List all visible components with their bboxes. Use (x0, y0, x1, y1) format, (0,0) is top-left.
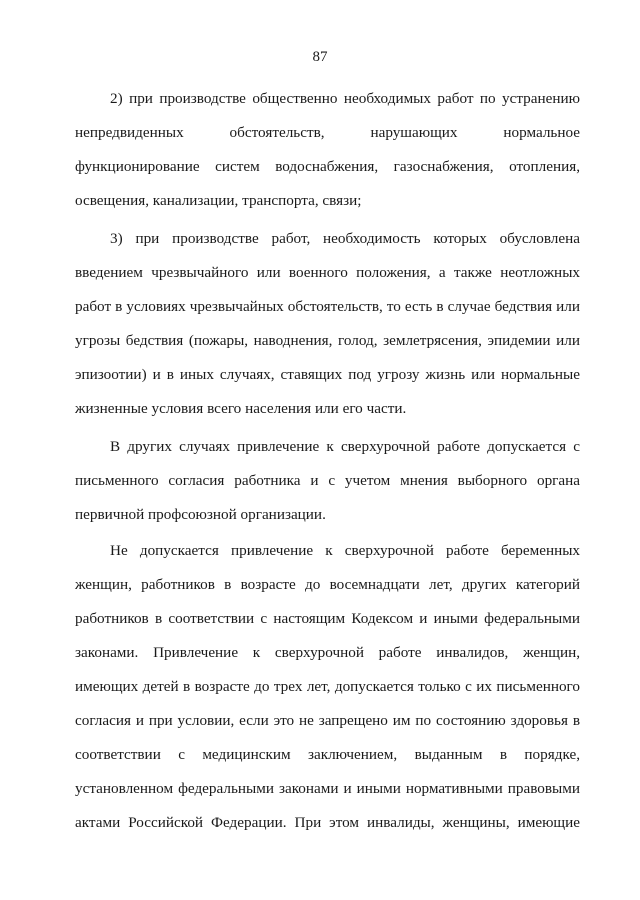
text-line: жизненные условия всего населения или его части. (75, 400, 407, 417)
text-line: освещения, канализации, транспорта, связи; (75, 192, 362, 209)
text-line: 3) при производстве работ, необходимость которых обусловлена (110, 230, 580, 247)
text-line: законами. Привлечение к сверхурочной работе инвалидов, женщин, (75, 644, 580, 661)
text-line: функционирование систем водоснабжения, газоснабжения, отопления, (75, 158, 580, 175)
text-line: женщин, работников в возрасте до восемнадцати лет, других категорий (75, 576, 580, 593)
text-line: имеющих детей в возрасте до трех лет, допускается только с их письменного (75, 678, 580, 695)
text-line: работников в соответствии с настоящим Кодексом и иными федеральными (75, 610, 580, 627)
paragraph-4 (75, 534, 580, 840)
paragraph-1 (75, 82, 580, 218)
text-line: первичной профсоюзной организации. (75, 506, 326, 523)
paragraph-2 (75, 222, 580, 426)
paragraph-3 (75, 430, 580, 532)
text-line: установленном федеральными законами и иными нормативными правовыми (75, 780, 580, 797)
text-line: введением чрезвычайного или военного положения, а также неотложных (75, 264, 580, 281)
text-line: соответствии с медицинским заключением, выданным в порядке, (75, 746, 580, 763)
text-line: работ в условиях чрезвычайных обстоятельств, то есть в случае бедствия или (75, 298, 580, 315)
text-line: 2) при производстве общественно необходимых работ по устранению (110, 90, 580, 107)
text-line: согласия и при условии, если это не запрещено им по состоянию здоровья в (75, 712, 580, 729)
text-line: письменного согласия работника и с учетом мнения выборного органа (75, 472, 580, 489)
text-line: Не допускается привлечение к сверхурочной работе беременных (110, 542, 580, 559)
text-line: В других случаях привлечение к сверхурочной работе допускается с (110, 438, 580, 455)
text-line: актами Российской Федерации. При этом инвалиды, женщины, имеющие (75, 814, 580, 831)
text-line: непредвиденных обстоятельств, нарушающих нормальное (75, 124, 580, 141)
page-number: 87 (312, 49, 328, 65)
text-line: угрозы бедствия (пожары, наводнения, голод, землетрясения, эпидемии или (75, 332, 580, 349)
text-line: эпизоотии) и в иных случаях, ставящих под угрозу жизнь или нормальные (75, 366, 580, 383)
